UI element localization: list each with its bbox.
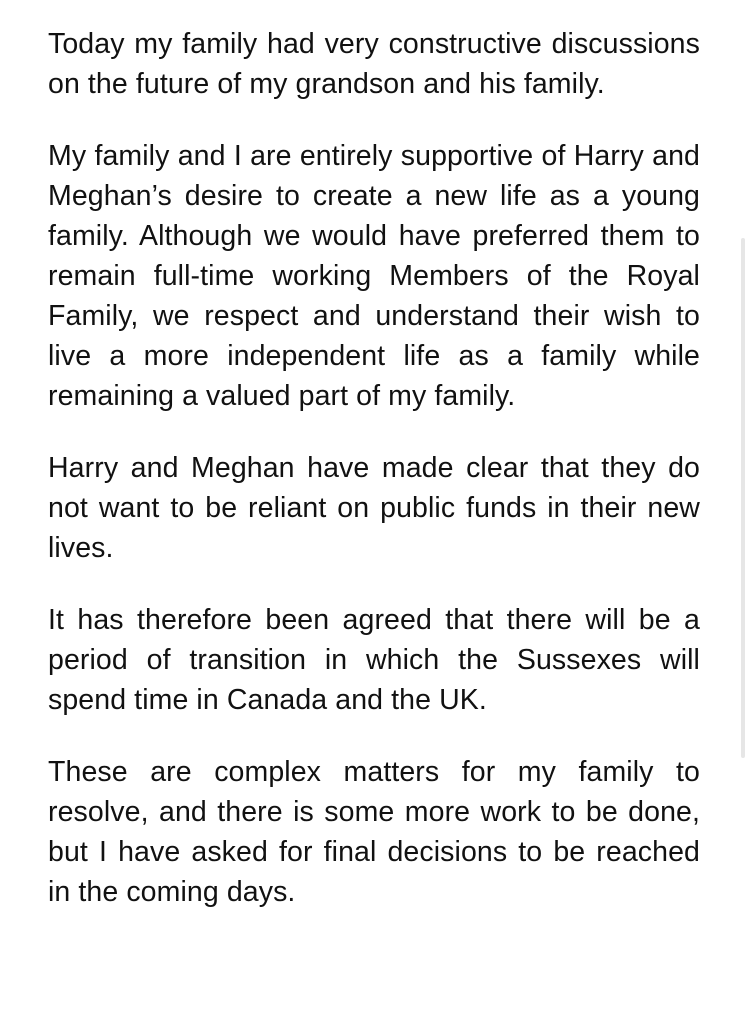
paragraph-3: Harry and Meghan have made clear that they do not want to be reliant on public funds in their new lives. bbox=[48, 452, 700, 564]
paragraph-5: These are complex matters for my family to resolve, and there is some more work to be done, but I have asked for final decisions to be reached in the coming days. bbox=[48, 756, 700, 908]
paragraph-2: My family and I are entirely supportive of Harry and Meghan’s desire to create a new life as a young family. Although we would have preferred them to remain full-time working Members of the Royal Family, we respect and understand their wish to live a more independent life as a family while remaining a valued part of my family. bbox=[48, 140, 700, 412]
paragraph-4: It has therefore been agreed that there will be a period of transition in which the Sussexes will spend time in Canada and the UK. bbox=[48, 604, 700, 716]
statement-document bbox=[48, 24, 700, 944]
scrollbar[interactable] bbox=[741, 238, 745, 758]
paragraph-1: Today my family had very constructive discussions on the future of my grandson and his family. bbox=[48, 28, 700, 100]
